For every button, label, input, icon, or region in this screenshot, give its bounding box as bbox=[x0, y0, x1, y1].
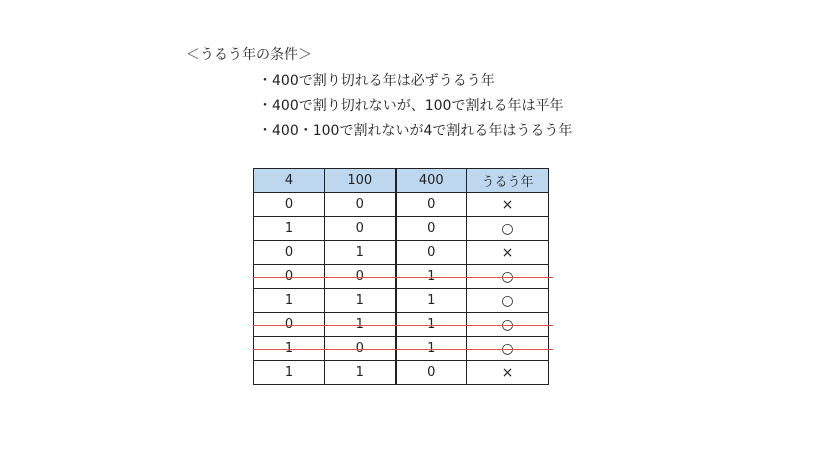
table-row bbox=[254, 289, 549, 313]
table-cell: 0 bbox=[254, 265, 325, 289]
table-row bbox=[254, 193, 549, 217]
table-cell: 0 bbox=[254, 313, 325, 337]
table-cell: 1 bbox=[254, 289, 325, 313]
table-cell: 1 bbox=[396, 265, 467, 289]
table-cell: 0 bbox=[325, 265, 396, 289]
table-row bbox=[254, 337, 549, 361]
table-row bbox=[254, 361, 549, 385]
table-cell: 1 bbox=[325, 361, 396, 385]
table-cell: 0 bbox=[325, 193, 396, 217]
table-cell: 0 bbox=[396, 217, 467, 241]
table-cell: ○ bbox=[467, 337, 549, 361]
header-cell-100: 100 bbox=[325, 169, 396, 193]
table-cell: 1 bbox=[254, 361, 325, 385]
table-cell: 0 bbox=[254, 241, 325, 265]
table-row bbox=[254, 241, 549, 265]
table-header-row bbox=[254, 169, 549, 193]
condition-rule-3: ・400・100で割れないが4で割れる年はうるう年 bbox=[258, 123, 573, 139]
table-cell: 0 bbox=[325, 217, 396, 241]
condition-rule-1: ・400で割り切れる年は必ずうるう年 bbox=[258, 73, 495, 89]
table-row bbox=[254, 217, 549, 241]
table-cell: 1 bbox=[396, 289, 467, 313]
table-row bbox=[254, 265, 549, 289]
table-cell: × bbox=[467, 193, 549, 217]
table-cell: 1 bbox=[325, 241, 396, 265]
header-cell-400: 400 bbox=[396, 169, 467, 193]
page-heading: ＜うるう年の条件＞ bbox=[186, 47, 312, 63]
table-cell: 1 bbox=[325, 289, 396, 313]
leap-year-table bbox=[253, 168, 549, 385]
table-cell: 1 bbox=[396, 337, 467, 361]
table-cell: ○ bbox=[467, 265, 549, 289]
table-cell: ○ bbox=[467, 217, 549, 241]
table-cell: 0 bbox=[396, 241, 467, 265]
table-row bbox=[254, 313, 549, 337]
table-cell: 0 bbox=[396, 361, 467, 385]
condition-rule-2: ・400で割り切れないが、100で割れる年は平年 bbox=[258, 98, 564, 114]
table-cell: × bbox=[467, 241, 549, 265]
table-cell: ○ bbox=[467, 289, 549, 313]
table-cell: × bbox=[467, 361, 549, 385]
header-cell-leap-year: うるう年 bbox=[467, 169, 549, 193]
table-cell: 1 bbox=[254, 217, 325, 241]
table-cell: 0 bbox=[396, 193, 467, 217]
table-cell: 1 bbox=[254, 337, 325, 361]
table-cell: ○ bbox=[467, 313, 549, 337]
table-cell: 1 bbox=[396, 313, 467, 337]
table-cell: 0 bbox=[254, 193, 325, 217]
table-cell: 1 bbox=[325, 313, 396, 337]
table-cell: 0 bbox=[325, 337, 396, 361]
header-cell-4: 4 bbox=[254, 169, 325, 193]
